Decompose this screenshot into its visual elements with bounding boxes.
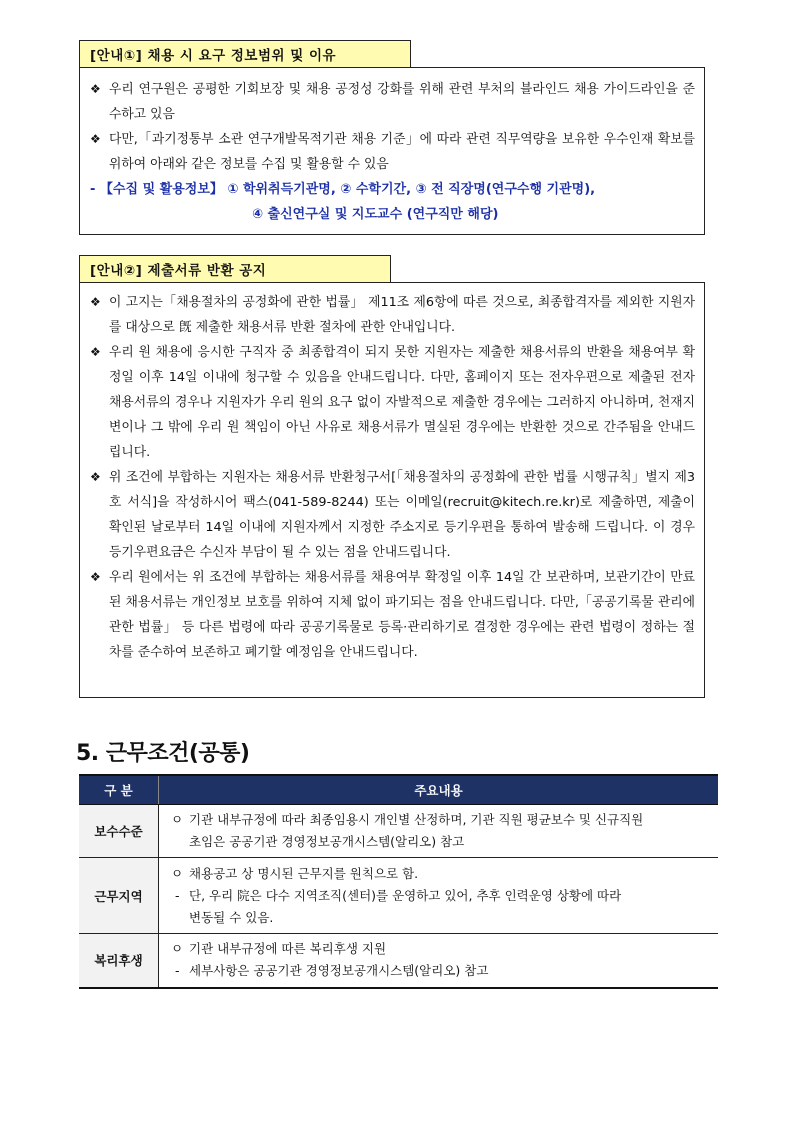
collected-info-line1: - 【수집 및 활용정보】 ① 학위취득기관명, ② 수학기간, ③ 전 직장명(연구수행 기관명), — [90, 182, 596, 197]
row-content-location — [159, 858, 719, 934]
notice1-bullet-list — [84, 77, 695, 177]
row-content-salary — [159, 805, 719, 858]
content-line: - 단, 우리 院은 다수 지역조직(센터)를 운영하고 있어, 추후 인력운영 상황에 따라 — [171, 885, 712, 907]
content-line: - 세부사항은 공공기관 경영정보공개시스템(알리오) 참고 — [171, 960, 712, 982]
notice1-tab — [79, 40, 411, 67]
list-item — [84, 465, 695, 565]
content-line: ㅇ 채용공고 상 명시된 근무지를 원칙으로 함. — [171, 863, 712, 885]
content-line-continued: 초임은 공공기관 경영정보공개시스템(알리오) 참고 — [189, 834, 465, 849]
content-line-continued: 변동될 수 있음. — [189, 909, 274, 925]
notice2-box — [79, 282, 705, 698]
notice1-box — [79, 67, 705, 235]
header-category: 구 분 — [79, 775, 159, 805]
notice1-bullet-text: 다만,「과기정통부 소관 연구개발목적기관 채용 기준」에 따라 관련 직무역량을 보유한 우수인재 확보를 위하여 아래와 같은 정보를 수집 및 활용할 수 있음 — [109, 132, 695, 172]
content-line: ㅇ 기관 내부규정에 따른 복리후생 지원 — [171, 938, 712, 960]
notice1-bullet-text: 우리 연구원은 공평한 기회보장 및 채용 공정성 강화를 위해 관련 부처의 블라인드 채용 가이드라인을 준수하고 있음 — [109, 82, 695, 122]
list-item — [84, 340, 695, 465]
header-content: 주요내용 — [159, 775, 719, 805]
row-label-location: 근무지역 — [79, 858, 159, 934]
row-label-welfare: 복리후생 — [79, 934, 159, 988]
notice2-bullet-text: 우리 원에서는 위 조건에 부합하는 채용서류를 채용여부 확정일 이후 14일 간 보관하며, 보관기간이 만료된 채용서류는 개인정보 보호를 위하여 지체 없이 파기되는 점을 안내드립니다. 다만,「공공기록물 관리에 관한 법률」 등 다른 법령에 따라 공공기록물로 등록·관리하기로 결정한 경우에는 관련 법령이 정하는 절차를 준수하여 보존하고 폐기할 예정임을 안내드립니다. — [109, 570, 695, 660]
dash-bullet-icon: - — [175, 963, 180, 979]
content-line: ㅇ 기관 내부규정에 따라 최종임용시 개인별 산정하며, 기관 직원 평균보수 및 신규직원 — [171, 809, 712, 831]
bullet-diamond-icon: ❖ — [90, 470, 101, 484]
notice2-bullet-text: 이 고지는「채용절차의 공정화에 관한 법률」 제11조 제6항에 따른 것으로, 최종합격자를 제외한 지원자를 대상으로 旣 제출한 채용서류 반환 절차에 관한 안내입니다. — [109, 295, 695, 335]
notice2-bullet-text: 우리 원 채용에 응시한 구직자 중 최종합격이 되지 못한 지원자는 제출한 채용서류의 반환을 채용여부 확정일 이후 14일 이내에 청구할 수 있음을 안내드립니다. 다만, 홈페이지 또는 전자우편으로 제출된 전자 채용서류의 경우나 지원자가 우리 원의 요구 없이 자발적으로 제출한 경우에는 그러하지 아니하며, 천재지변이나 그 밖에 우리 원 책임이 아닌 사유로 채용서류가 멸실된 경우에는 반환한 것으로 간주됨을 안내드립니다. — [109, 345, 695, 460]
notice2-tab-label: [안내②] 제출서류 반환 공지 — [90, 263, 267, 279]
list-item — [84, 77, 695, 127]
list-item — [84, 565, 695, 665]
work-conditions-table — [79, 774, 718, 989]
collected-info-line2: ④ 출신연구실 및 지도교수 (연구직만 해당) — [252, 207, 499, 222]
row-label-salary: 보수수준 — [79, 805, 159, 858]
table-row — [79, 805, 718, 858]
list-item — [84, 290, 695, 340]
bullet-diamond-icon: ❖ — [90, 295, 101, 309]
table-row — [79, 934, 718, 988]
table-header-row — [79, 775, 718, 805]
dash-bullet-icon: - — [175, 887, 180, 903]
notice1-tab-label: [안내①] 채용 시 요구 정보범위 및 이유 — [90, 48, 337, 64]
notice2-tab — [79, 255, 391, 282]
bullet-diamond-icon: ❖ — [90, 570, 101, 584]
table-row — [79, 858, 718, 934]
row-content-welfare — [159, 934, 719, 988]
list-item — [84, 127, 695, 177]
section-title: 5. 근무조건(공통) — [76, 741, 250, 766]
circle-bullet-icon: ㅇ — [171, 941, 184, 957]
bullet-diamond-icon: ❖ — [90, 82, 101, 96]
bullet-diamond-icon: ❖ — [90, 345, 101, 359]
circle-bullet-icon: ㅇ — [171, 865, 184, 881]
circle-bullet-icon: ㅇ — [171, 812, 184, 827]
notice2-bullet-text: 위 조건에 부합하는 지원자는 채용서류 반환청구서[「채용절차의 공정화에 관한 법률 시행규칙」별지 제3호 서식]을 작성하시어 팩스(041-589-8244) 또는 이메일(recruit@kitech.re.kr)로 제출하면, 제출이 확인된 날로부터 14일 이내에 지원자께서 지정한 주소지로 등기우편을 통하여 발송해 드립니다. 이 경우 등기우편요금은 수신자 부담이 될 수 있는 점을 안내드립니다. — [109, 470, 695, 560]
notice2-bullet-list — [84, 290, 695, 665]
bullet-diamond-icon: ❖ — [90, 132, 101, 146]
